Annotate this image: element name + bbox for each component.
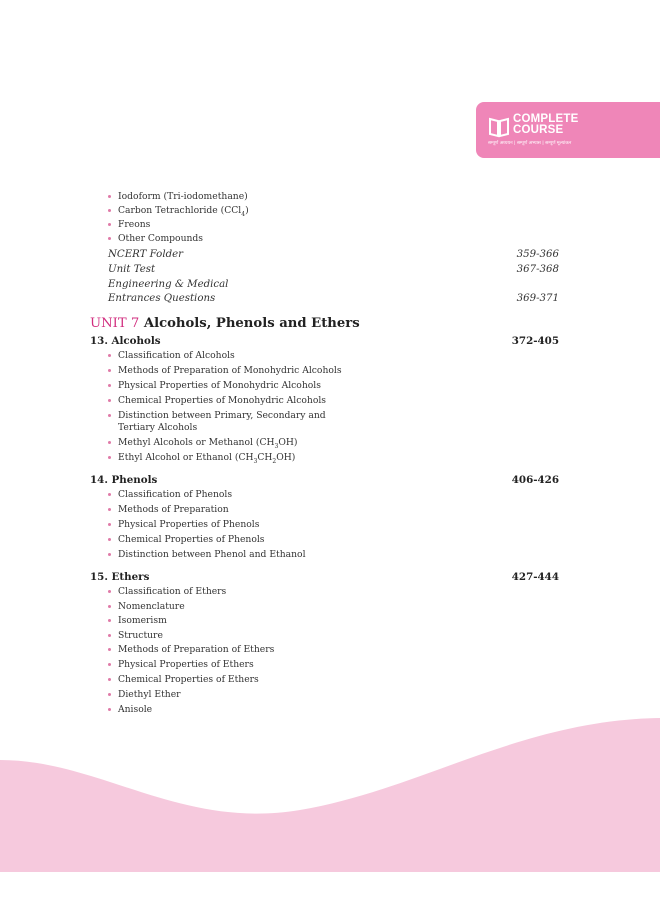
- chapter-pages: 427-444: [511, 571, 559, 583]
- brand-name-line2: COURSE: [513, 124, 564, 136]
- list-item: Classification of Ethers: [108, 586, 226, 597]
- list-item-continuation: Tertiary Alcohols: [118, 422, 198, 433]
- entrance-questions-label-line2: Entrances Questions: [108, 293, 216, 304]
- list-item: Diethyl Ether: [108, 689, 181, 700]
- list-item: Methods of Preparation of Ethers: [108, 644, 274, 655]
- list-item: Chemical Properties of Ethers: [108, 674, 259, 685]
- unit-test-pages: 367-368: [516, 264, 559, 275]
- list-item: Physical Properties of Phenols: [108, 519, 259, 530]
- unit-test-label: Unit Test: [108, 264, 156, 275]
- book-logo-icon: [488, 116, 510, 138]
- list-item: Isomerism: [108, 615, 167, 626]
- decorative-wave: [0, 700, 660, 904]
- list-item: Classification of Phenols: [108, 489, 232, 500]
- list-item: Anisole: [108, 704, 152, 715]
- unit-label: UNIT 7: [90, 316, 140, 331]
- list-item: Physical Properties of Monohydric Alcohols: [108, 380, 321, 391]
- brand-badge: [476, 102, 660, 158]
- list-item: Freons: [108, 219, 150, 230]
- list-item: Distinction between Phenol and Ethanol: [108, 549, 306, 560]
- chapter-title: 13. Alcohols: [90, 335, 161, 347]
- list-item: Ethyl Alcohol or Ethanol $(CH_3CH_2OH)$: [108, 452, 295, 465]
- unit-heading: [90, 316, 360, 331]
- list-item: Methods of Preparation of Monohydric Alcohols: [108, 365, 342, 376]
- list-item: Structure: [108, 630, 163, 641]
- list-item: Chemical Properties of Monohydric Alcohols: [108, 395, 326, 406]
- brand-name-line1: COMPLETE: [513, 113, 579, 125]
- ncert-folder-label: NCERT Folder: [108, 249, 183, 260]
- ncert-folder-pages: 359-366: [516, 249, 559, 260]
- list-item: Iodoform (Tri-iodomethane): [108, 191, 248, 202]
- unit-title: Alcohols, Phenols and Ethers: [143, 316, 360, 331]
- entrance-questions-label-line1: Engineering & Medical: [108, 279, 229, 290]
- list-item: Other Compounds: [108, 233, 203, 244]
- list-item: Nomenclature: [108, 601, 185, 612]
- list-item: Physical Properties of Ethers: [108, 659, 254, 670]
- list-item: Methods of Preparation: [108, 504, 229, 515]
- chapter-title: 15. Ethers: [90, 571, 150, 583]
- list-item: Classification of Alcohols: [108, 350, 235, 361]
- brand-tagline: सम्पूर्ण अध्ययन | सम्पूर्ण अभ्यास | सम्पूर्ण मूल्यांकन: [488, 141, 572, 146]
- chapter-pages: 372-405: [511, 335, 559, 347]
- entrance-questions-pages: 369-371: [516, 293, 559, 304]
- list-item: Carbon Tetrachloride (CCl$_4$): [108, 205, 249, 218]
- list-item: Chemical Properties of Phenols: [108, 534, 265, 545]
- list-item: Distinction between Primary, Secondary and: [108, 410, 326, 421]
- chapter-pages: 406-426: [511, 474, 559, 486]
- chapter-title: 14. Phenols: [90, 474, 158, 486]
- list-item: Methyl Alcohols or Methanol $(CH_3OH)$: [108, 437, 297, 450]
